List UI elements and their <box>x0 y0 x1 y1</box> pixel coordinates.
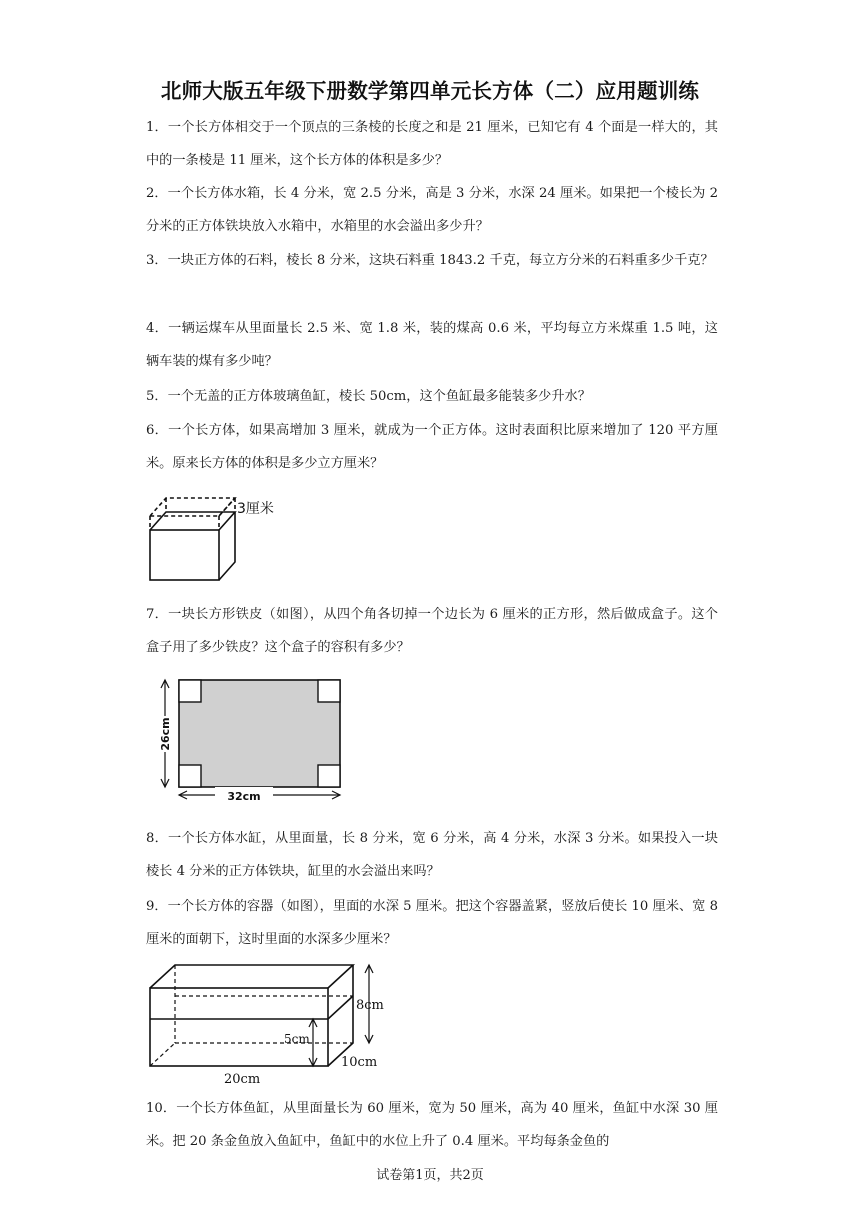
figure-q7-sheet <box>155 672 355 807</box>
figure-q9-label-5cm: 5cm <box>284 1032 310 1046</box>
page-footer: 试卷第1页，共2页 <box>376 1168 484 1183</box>
question-5: 5．一个无盖的正方体玻璃鱼缸，棱长 50cm，这个鱼缸最多能装多少升水？ <box>146 389 591 404</box>
figure-q9-label-10cm: 10cm <box>341 1055 378 1070</box>
figure-q6-label: 3厘米 <box>237 501 274 517</box>
figure-q7-width-label: 32cm <box>227 790 261 803</box>
question-1: 1．一个长方体相交于一个顶点的三条棱的长度之和是 21 厘米，已知它有 4 个面是一样大的，其中的一条棱是 11 厘米，这个长方体的体积是多少？ <box>146 120 718 168</box>
question-7: 7．一块长方形铁皮（如图），从四个角各切掉一个边长为 6 厘米的正方形，然后做成盒子。这个盒子用了多少铁皮？这个盒子的容积有多少？ <box>146 607 718 655</box>
figure-q9-container <box>140 955 390 1090</box>
question-8: 8．一个长方体水缸，从里面量，长 8 分米，宽 6 分米，高 4 分米，水深 3 分米。如果投入一块棱长 4 分米的正方体铁块，缸里的水会溢出来吗？ <box>146 831 718 879</box>
figure-q7-height-label: 26cm <box>159 717 172 751</box>
question-6: 6．一个长方体，如果高增加 3 厘米，就成为一个正方体。这时表面积比原来增加了 120 平方厘米。原来长方体的体积是多少立方厘米？ <box>146 423 718 471</box>
figure-q6-cuboid <box>140 490 290 590</box>
page-title: 北师大版五年级下册数学第四单元长方体（二）应用题训练 <box>160 79 700 103</box>
question-10: 10．一个长方体鱼缸，从里面量长为 60 厘米，宽为 50 厘米，高为 40 厘米，鱼缸中水深 30 厘米。把 20 条金鱼放入鱼缸中，鱼缸中的水位上升了 0.4 厘米。平均每条金鱼的 <box>146 1101 718 1149</box>
question-4: 4．一辆运煤车从里面量长 2.5 米、宽 1.8 米，装的煤高 0.6 米，平均每立方米煤重 1.5 吨，这辆车装的煤有多少吨？ <box>146 321 718 369</box>
figure-q9-label-20cm: 20cm <box>224 1072 261 1087</box>
question-2: 2．一个长方体水箱，长 4 分米，宽 2.5 分米，高是 3 分米，水深 24 厘米。如果把一个棱长为 2 分米的正方体铁块放入水箱中，水箱里的水会溢出多少升？ <box>146 186 718 234</box>
question-3: 3．一块正方体的石料，棱长 8 分米，这块石料重 1843.2 千克，每立方分米的石料重多少千克？ <box>146 253 714 268</box>
question-9: 9．一个长方体的容器（如图），里面的水深 5 厘米。把这个容器盖紧，竖放后使长 10 厘米、宽 8 厘米的面朝下，这时里面的水深多少厘米？ <box>146 899 718 947</box>
figure-q9-label-8cm: 8cm <box>356 998 384 1013</box>
